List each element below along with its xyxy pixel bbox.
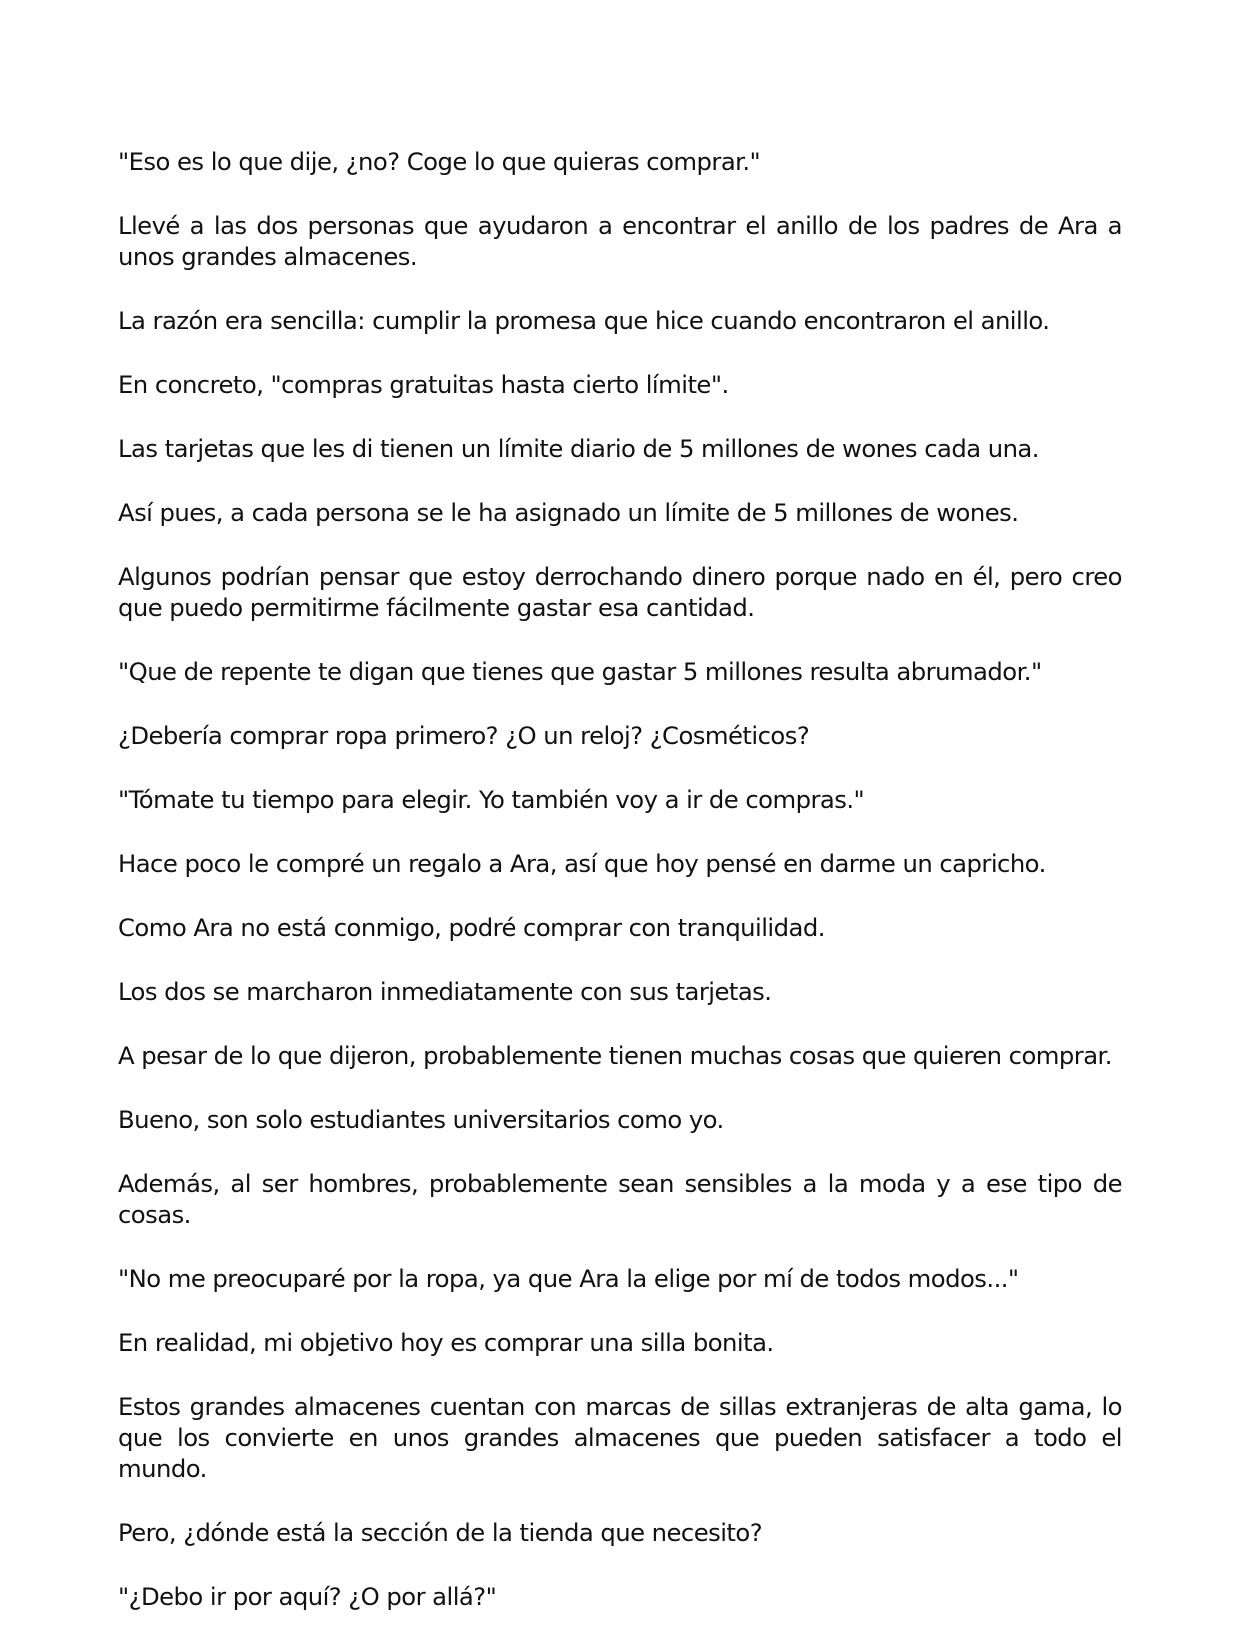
paragraph: En concreto, "compras gratuitas hasta cierto límite". <box>118 370 729 399</box>
paragraph: Llevé a las dos personas que ayudaron a encontrar el anillo de los padres de Ara a unos grandes almacenes. <box>118 211 1122 271</box>
paragraph: "Tómate tu tiempo para elegir. Yo también voy a ir de compras." <box>118 785 865 814</box>
paragraph: Pero, ¿dónde está la sección de la tienda que necesito? <box>118 1518 763 1547</box>
paragraph: ¿Debería comprar ropa primero? ¿O un reloj? ¿Cosméticos? <box>118 721 810 750</box>
paragraph: Así pues, a cada persona se le ha asignado un límite de 5 millones de wones. <box>118 498 1019 527</box>
paragraph: A pesar de lo que dijeron, probablemente tienen muchas cosas que quieren comprar. <box>118 1041 1112 1070</box>
paragraph: Hace poco le compré un regalo a Ara, así que hoy pensé en darme un capricho. <box>118 849 1046 878</box>
paragraph: Como Ara no está conmigo, podré comprar con tranquilidad. <box>118 913 825 942</box>
paragraph: Además, al ser hombres, probablemente sean sensibles a la moda y a ese tipo de cosas. <box>118 1169 1122 1229</box>
paragraph: Bueno, son solo estudiantes universitarios como yo. <box>118 1105 724 1134</box>
paragraph: Algunos podrían pensar que estoy derrochando dinero porque nado en él, pero creo que puedo permitirme fácilmente gastar esa cantidad. <box>118 562 1122 622</box>
document-body <box>118 146 1122 1645</box>
paragraph: En realidad, mi objetivo hoy es comprar una silla bonita. <box>118 1328 774 1357</box>
paragraph: La razón era sencilla: cumplir la promesa que hice cuando encontraron el anillo. <box>118 306 1050 335</box>
paragraph: "Eso es lo que dije, ¿no? Coge lo que quieras comprar." <box>118 147 761 176</box>
paragraph: Los dos se marcharon inmediatamente con sus tarjetas. <box>118 977 772 1006</box>
paragraph: Las tarjetas que les di tienen un límite diario de 5 millones de wones cada una. <box>118 434 1039 463</box>
paragraph: "No me preocuparé por la ropa, ya que Ara la elige por mí de todos modos..." <box>118 1264 1019 1293</box>
paragraph: "¿Debo ir por aquí? ¿O por allá?" <box>118 1582 497 1611</box>
paragraph: "Que de repente te digan que tienes que gastar 5 millones resulta abrumador." <box>118 657 1042 686</box>
paragraph: Estos grandes almacenes cuentan con marcas de sillas extranjeras de alta gama, lo que los convierte en unos grandes almacenes que pueden satisfacer a todo el mundo. <box>118 1392 1122 1483</box>
